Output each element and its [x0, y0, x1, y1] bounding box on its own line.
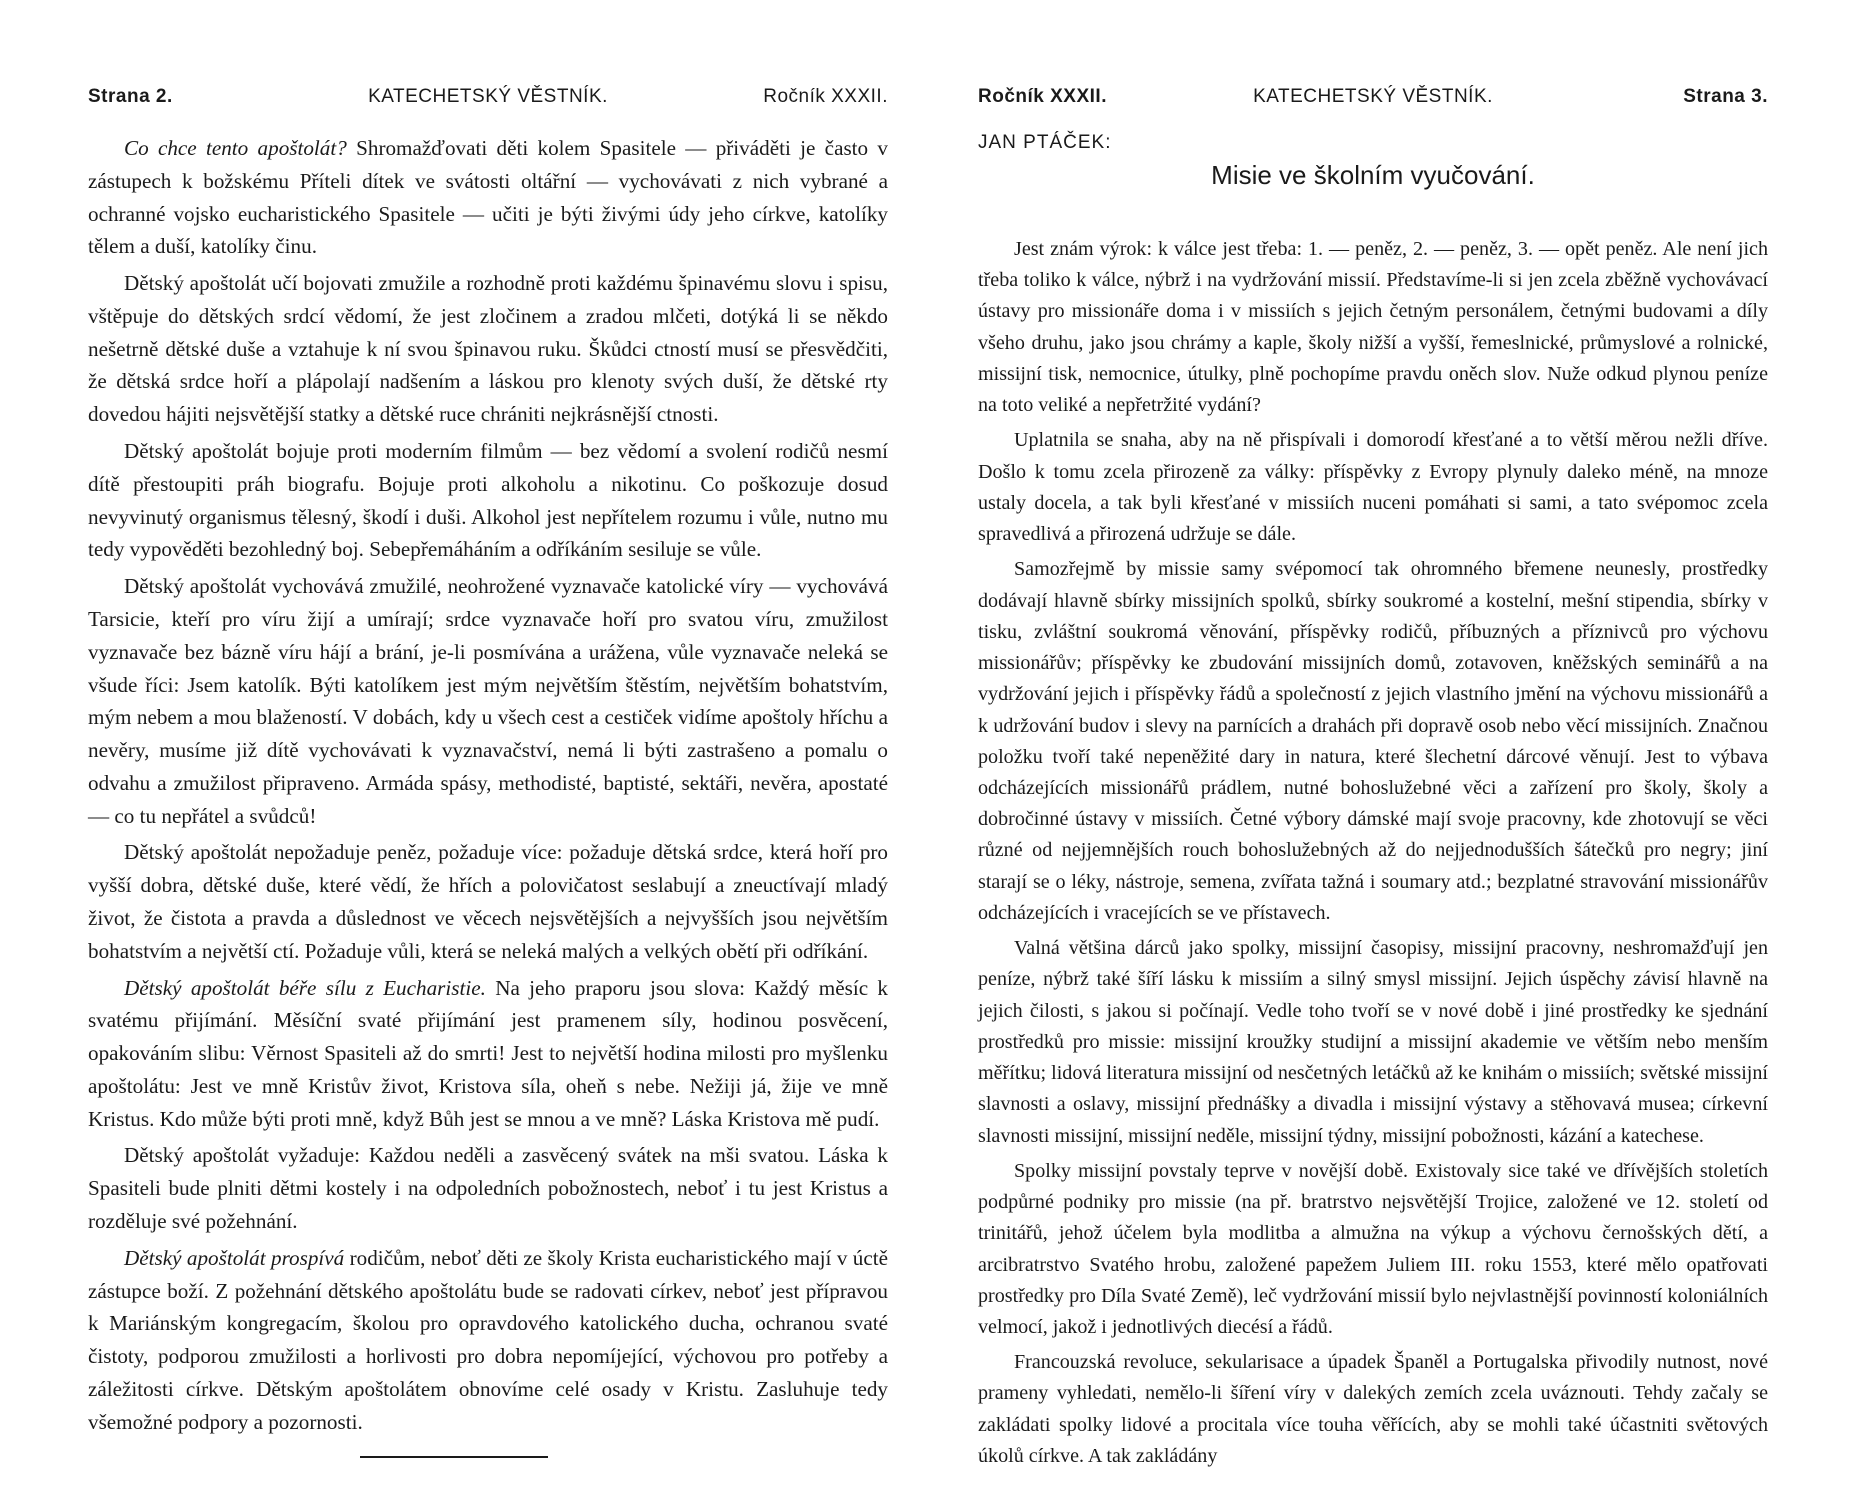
paragraph-text: Shromažďovati děti kolem Spasitele — přiváděti je často v zástupech k božskému Příteli dítek ve svátosti oltářní — vychovávati z nich vybrané a ochranné vojsko eucharistického Spasitele — učiti je býti živými údy jeho církve, katolíky tělem a duší, katolíky činu. — [88, 136, 888, 259]
left-body-text — [88, 132, 888, 1438]
paragraph — [88, 1139, 888, 1237]
paragraph-lead: Dětský apoštolát béře sílu z Eucharistie. — [124, 975, 486, 1000]
paragraph-text: Dětský apoštolát nepožaduje peněz, požaduje více: požaduje dětská srdce, která hoří pro vyšší dobra, dětské duše, které vědí, že hřích a polovičatost seslabují a zneuctívají mladý život, že čistota a pravda a důslednost ve věcech nejsvětějších a nejvyšších jsou největším bohatstvím a největší ctí. Požaduje vůli, která se neleká malých a velkých obětí při odříkání. — [88, 840, 888, 963]
paragraph: Francouzská revoluce, sekularisace a úpadek Španěl a Portugalska přivodily nutnost, nové prameny vyhledati, nemělo-li šíření víry v dalekých zemích zcela uváznouti. Tehdy začaly se zakládati spolky lidové a procitala více touha věřících, aby se mohli také účastniti světových úkolů církve. A tak zakládány — [978, 1351, 1768, 1467]
right-body-text — [978, 234, 1768, 1472]
paragraph-text: Dětský apoštolát učí bojovati zmužile a rozhodně proti každému špinavému slovu i spisu, vštěpuje do dětských srdcí vědomí, že jest zločinem a zradou mlčeti, dotýká li se někdo nešetrně dětské duše a vztahuje k ní svou špinavou ruku. Škůdci ctností musí se přesvědčiti, že dětská srdce hoří a plápolají nadšením a láskou pro klenoty svých duší, že dětské rty dovedou hájiti nejsvětější statky a dětské ruce chrániti nejkrásnější ctnosti. — [88, 271, 888, 427]
paragraph — [88, 1242, 888, 1439]
paragraph: Valná většina dárců jako spolky, missijní časopisy, missijní pracovny, neshromažďují jen peníze, nýbrž také šíří lásku k missiím a silný smysl missijní. Jejich úspěchy závisí hlavně na jejich čilosti, s jakou si počínají. Vedle toho tvoří se v nové době i jiné prostředky ke sjednání prostředků pro missie: missijní kroužky studijní a missijní akademie ve větším nebo menším měřítku; lidová literatura missijní od nesčetných letáčků až ke knihám o missiích; světské missijní slavnosti a oslavy, missijní přednášky a divadla i missijní výstavy a stěhovavá musea; církevní slavnosti missijní, missijní neděle, missijní týdny, missijní pobožnosti, kázání a katechese. — [978, 937, 1768, 1147]
running-head-left — [88, 86, 888, 110]
left-page — [88, 0, 888, 1500]
journal-title: KATECHETSKÝ VĚSTNÍK. — [368, 86, 608, 107]
article-title: Misie ve školním vyučování. — [1211, 160, 1535, 190]
journal-title: KATECHETSKÝ VĚSTNÍK. — [1253, 86, 1493, 107]
paragraph: Samozřejmě by missie samy svépomocí tak ohromného břemene neunesly, prostředky dodávají hlavně sbírky missijních spolků, sbírky soukromé a kostelní, mešní stipendia, sbírky v tisku, zvláštní soukromá věnování, příspěvky rodičů, příbuzných a příznivců pro výchovu missionářův; příspěvky ke zbudování missijních domů, zotavoven, kněžských seminářů a na vydržování jejich i příspěvky řádů a společností z jejich vlastního jmění na výchovu missionářů a k udržování budov i slevy na parnících a drahách při dopravě osob nebo věcí missijních. Značnou položku tvoří také nepeněžité dary in natura, které šlechetní dárcové věnují. Jest to výbava odcházejících missionářů prádlem, nutné bohoslužebné věci a zařízení pro školy, školy a dobročinné ústavy v missiích. Četné výbory dámské mají svoje pracovny, kde zhotovují se věci různé od nejjemnějších rouch bohoslužebných až do nejjednodušších šátečků pro negry; jiní starají se o léky, nástroje, semena, zvířata tažná i soumary atd.; bezplatné stravování missionářův odcházejících i vracejících se ve přístavech. — [978, 558, 1768, 924]
paragraph: Jest znám výrok: k válce jest třeba: 1. — peněz, 2. — peněz, 3. — opět peněz. Ale není jich třeba toliko k válce, nýbrž i na vydržování missií. Představíme-li si jen zcela zběžně vychovávací ústavy pro missionáře doma i v missiích s jejich četným personálem, četnými budovami a díly všeho druhu, jako jsou chrámy a kaple, školy nižší a vyšší, řemeslnické, průmyslové a rolnické, missijní tisk, nemocnice, útulky, plně pochopíme pravdu oněch slov. Nuže odkud plynou peníze na toto veliké a nepřetržité vydání? — [978, 238, 1768, 417]
paragraph-text: rodičům, neboť děti ze školy Krista eucharistického mají v úctě zástupce boží. Z požehnání dětského apoštolátu bude se radovati církev, neboť jest přípravou k Mariánským kongregacím, školou pro opravdového katolického ducha, ochranou svaté čistoty, podporou zmužilosti a horlivosti pro dobra nepomíjející, výchovou pro potřeby a záležitosti církve. Dětským apoštolátem obnovíme celé osady v Kristu. Zasluhuje tedy všemožné podpory a pozornosti. — [88, 1245, 888, 1434]
paragraph — [88, 267, 888, 431]
section-end-rule — [360, 1456, 548, 1458]
page-number: Strana 2. — [88, 86, 173, 107]
paragraph-text: Dětský apoštolát bojuje proti moderním filmům — bez vědomí a svolení rodičů nesmí dítě přestoupiti práh biografu. Bojuje proti alkoholu a nikotinu. Co poškozuje dosud nevyvinutý organismus tělesný, škodí i duši. Alkohol jest nepřítelem rozumu i vůle, nutno mu tedy vypověděti bezohledný boj. Sebepřemáháním a odříkáním sesiluje se vůle. — [88, 439, 888, 562]
paragraph: Spolky missijní povstaly teprve v novější době. Existovaly sice také ve dřívějších stoletích podpůrné podniky pro missie (na př. bratrstvo nejsvětější Trojice, založené ve 12. století od trinitářů, jehož účelem byla modlitba a almužna na výkup a výchovu černošských dětí, a arcibratrstvo Svatého hrobu, založené papežem Juliem III. roku 1553, které mělo opatřovati prostředky pro Díla Svaté Země), leč vydržování missií bylo nejvlastnější povinností koloniálních velmocí, jakož i jednotlivých diecésí a řádů. — [978, 1159, 1768, 1338]
running-head-right — [978, 86, 1768, 110]
paragraph: Uplatnila se snaha, aby na ně přispívali i domorodí křesťané a to větší měrou nežli dříve. Došlo k tomu zcela přirozeně za války: příspěvky z Evropy plynuly daleko méně, na mnoze ustaly docela, a tak byli křesťané v missiích nuceni pomáhati si sami, a tato svépomoc zcela spravedlivá a přirozená udržuje se dále. — [978, 429, 1768, 546]
paragraph — [88, 836, 888, 967]
page-number: Strana 3. — [1683, 86, 1768, 107]
paragraph — [88, 972, 888, 1136]
volume-label: Ročník XXXII. — [978, 86, 1107, 107]
volume-label: Ročník XXXII. — [763, 86, 888, 107]
paragraph — [88, 132, 888, 263]
paragraph-text: Dětský apoštolát vyžaduje: Každou neděli a zasvěcený svátek na mši svatou. Láska k Spasiteli bude plniti dětmi kostely i na odpoledních pobožnostech, neboť i tu jest Kristus a rozděluje své požehnání. — [88, 1143, 888, 1233]
paragraph-text: Na jeho praporu jsou slova: Každý měsíc k svatému přijímání. Měsíční svaté přijímání jest pramenem síly, hodinou posvěcení, opakováním slibu: Věrnost Spasiteli až do smrti! Jest to největší hodina milosti pro myšlenku apoštolátu: Jest ve mně Kristův život, Kristova síla, oheň s nebe. Nežiji já, žije ve mně Kristus. Kdo může býti proti mně, když Bůh jest se mnou a ve mně? Láska Kristova mě pudí. — [88, 975, 888, 1131]
right-page — [978, 0, 1768, 1500]
paragraph-text: Dětský apoštolát vychovává zmužilé, neohrožené vyznavače katolické víry — vychovává Tarsicie, kteří pro víru žijí a umírají; srdce vyznavače hoří pro svatou víru, zmužilost vyznavače bez bázně víru hájí a brání, je-li posmívána a urážena, vůle vyznavače neleká se všude říci: Jsem katolík. Býti katolíkem jest mým největším štěstím, největším bohatstvím, mým nebem a mou blažeností. V dobách, kdy u všech cest a cestiček vidíme apoštoly hříchu a nevěry, musíme již dítě vychovávati k vyznavačství, nemá li býti zastrašeno a pomalu o odvahu a zmužilost připraveno. Armáda spásy, methodisté, baptisté, sektáři, nevěra, apostaté — co tu nepřátel a svůdců! — [88, 574, 888, 828]
paragraph-lead: Co chce tento apoštolát? — [124, 136, 347, 160]
article-author: JAN PTÁČEK: — [978, 132, 1112, 153]
paragraph — [88, 435, 888, 566]
paragraph — [88, 570, 888, 832]
paragraph-lead: Dětský apoštolát prospívá — [124, 1245, 345, 1270]
